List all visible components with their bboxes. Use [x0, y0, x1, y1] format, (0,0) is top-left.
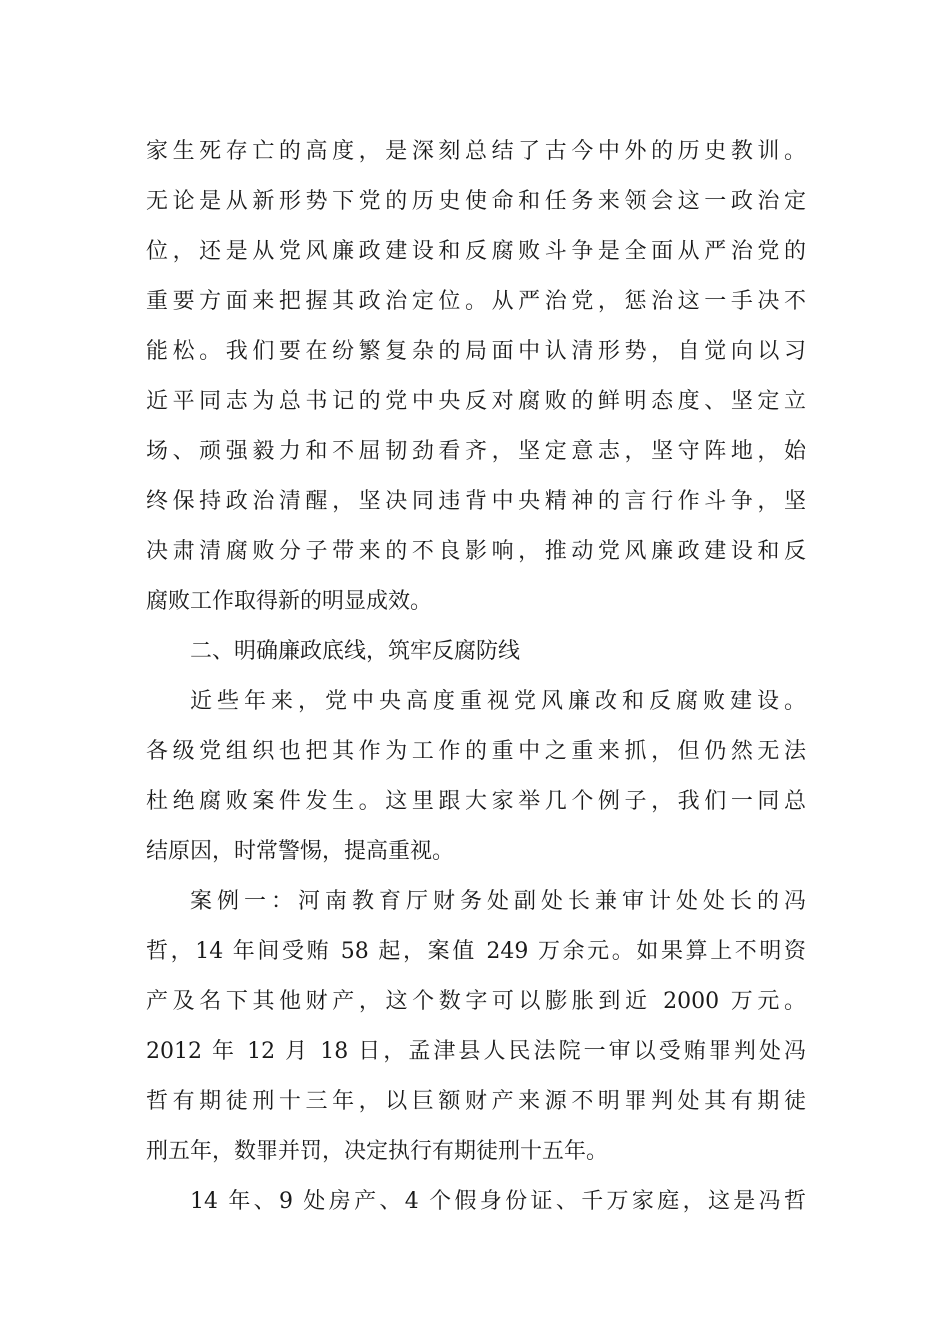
text-line: 终保持政治清醒，坚决同违背中央精神的言行作斗争，坚: [146, 489, 806, 514]
text-line: 结原因，时常警惕，提高重视。: [146, 839, 455, 864]
text-line: 家生死存亡的高度，是深刻总结了古今中外的历史教训。: [146, 139, 806, 164]
text-line: 哲有期徒刑十三年，以巨额财产来源不明罪判处其有期徒: [146, 1089, 806, 1114]
text-line: 位，还是从党风廉政建设和反腐败斗争是全面从严治党的: [146, 239, 806, 264]
text-line: 近平同志为总书记的党中央反对腐败的鲜明态度、坚定立: [146, 389, 806, 414]
text-line: 无论是从新形势下党的历史使命和任务来领会这一政治定: [146, 189, 806, 214]
text-line: 近些年来，党中央高度重视党风廉改和反腐败建设。: [190, 689, 806, 714]
text-line: 案例一：河南教育厅财务处副处长兼审计处处长的冯: [190, 889, 806, 914]
text-line: 刑五年，数罪并罚，决定执行有期徒刑十五年。: [146, 1139, 609, 1164]
text-line: 能松。我们要在纷繁复杂的局面中认清形势，自觉向以习: [146, 339, 806, 364]
document-body: [146, 127, 806, 1227]
section-heading: 二、明确廉政底线，筑牢反腐防线: [190, 639, 521, 664]
text-line: 产及名下其他财产，这个数字可以膨胀到近 2000 万元。: [146, 989, 806, 1014]
text-line: 杜绝腐败案件发生。这里跟大家举几个例子，我们一同总: [146, 789, 806, 814]
text-line: 腐败工作取得新的明显成效。: [146, 589, 433, 614]
text-line: 哲，14 年间受贿 58 起，案值 249 万余元。如果算上不明资: [146, 939, 806, 964]
text-line: 场、顽强毅力和不屈韧劲看齐，坚定意志，坚守阵地，始: [146, 439, 806, 464]
text-line: 2012 年 12 月 18 日，孟津县人民法院一审以受贿罪判处冯: [146, 1039, 806, 1064]
text-line: 重要方面来把握其政治定位。从严治党，惩治这一手决不: [146, 289, 806, 314]
text-line: 决肃清腐败分子带来的不良影响，推动党风廉政建设和反: [146, 539, 806, 564]
text-line: 各级党组织也把其作为工作的重中之重来抓，但仍然无法: [146, 739, 806, 764]
text-line: 14 年、9 处房产、4 个假身份证、千万家庭，这是冯哲: [190, 1189, 806, 1214]
